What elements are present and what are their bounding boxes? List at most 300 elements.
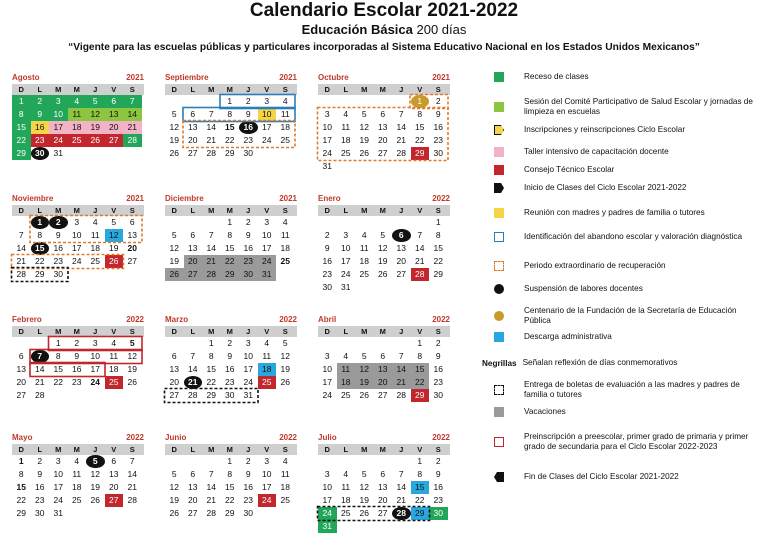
day-cell: 7: [208, 109, 214, 119]
month-year: 2022: [126, 433, 144, 442]
day-cell: 21: [127, 482, 137, 492]
day-cell: 22: [433, 256, 443, 266]
day-cell: 9: [435, 469, 441, 479]
weekday-label: D: [18, 327, 24, 336]
day-cell: 17: [262, 243, 272, 253]
day-cell: 8: [227, 469, 233, 479]
day-cell: 16: [225, 364, 235, 374]
day-cell: 25: [280, 495, 290, 505]
weekday-label: V: [417, 206, 423, 215]
day-cell: 25: [359, 269, 369, 279]
day-cell: 14: [206, 243, 216, 253]
empty-cell: [355, 216, 374, 229]
day-cell: 30: [433, 148, 443, 158]
legend-item: [482, 232, 764, 242]
day-cell: 10: [72, 230, 82, 240]
day-cell: 20: [127, 243, 137, 253]
weekday-label: M: [73, 85, 80, 94]
day-cell: 29: [433, 269, 443, 279]
legend-item: [482, 165, 764, 175]
day-cell: 8: [417, 469, 423, 479]
month-name: Diciembre: [165, 194, 204, 203]
day-cell: 13: [127, 230, 137, 240]
empty-cell: [202, 216, 221, 229]
weekday-label: L: [343, 206, 349, 215]
day-cell: 4: [361, 230, 367, 240]
weekday-label: D: [324, 445, 330, 454]
month-noviembre: [12, 193, 144, 281]
day-grid: [318, 216, 450, 294]
month-header: [318, 193, 450, 205]
empty-cell: [392, 337, 411, 350]
day-cell: 3: [324, 109, 330, 119]
empty-cell: [355, 95, 374, 108]
weekday-label: D: [324, 85, 330, 94]
day-cell: 26: [165, 268, 184, 281]
month-diciembre: [165, 193, 297, 281]
month-mayo: [12, 432, 144, 520]
empty-cell: [165, 455, 184, 468]
weekday-label: L: [190, 206, 196, 215]
day-grid: [318, 95, 450, 173]
day-cell: 5: [129, 338, 135, 348]
weekday-label: M: [73, 327, 80, 336]
month-year: 2022: [279, 315, 297, 324]
weekday-label: M: [73, 206, 80, 215]
day-cell: 4: [282, 217, 288, 227]
day-cell: 14: [206, 122, 216, 132]
day-cell: 15: [31, 242, 50, 255]
legend-swatch-icon: [494, 311, 504, 321]
empty-cell: [337, 216, 356, 229]
legend-label: Vacaciones: [524, 407, 566, 416]
day-cell: 25: [341, 508, 351, 518]
day-cell: 16: [35, 482, 45, 492]
day-cell: 30: [239, 268, 258, 281]
weekday-label: S: [129, 327, 135, 336]
day-cell: 15: [12, 121, 31, 134]
day-cell: 2: [435, 96, 441, 106]
validity-note: “Vigente para las escuelas públicas y particulares incorporadas al Sistema Educativo Nacional en los Estados Unidos Mexicanos”: [68, 42, 700, 53]
day-cell: 12: [359, 122, 369, 132]
day-cell: 28: [396, 148, 406, 158]
day-cell: 2: [435, 456, 441, 466]
day-cell: 21: [396, 135, 406, 145]
day-cell: 29: [411, 389, 430, 402]
day-cell: 14: [16, 243, 26, 253]
legend-item: [482, 432, 764, 452]
day-cell: 1: [227, 456, 233, 466]
legend-swatch-icon: [494, 147, 504, 157]
day-cell: 3: [74, 217, 80, 227]
legend-item: [482, 183, 764, 193]
day-cell: 1: [208, 338, 214, 348]
day-cell: 25: [280, 256, 290, 266]
weekday-label: J: [399, 206, 404, 215]
day-cell: 12: [169, 243, 179, 253]
day-cell: 22: [225, 135, 235, 145]
weekday-label: J: [399, 327, 404, 336]
day-cell: 3: [343, 230, 349, 240]
day-cell: 26: [90, 495, 100, 505]
empty-cell: [392, 216, 411, 229]
weekday-label: M: [379, 206, 386, 215]
day-cell: 7: [398, 469, 404, 479]
weekday-header: [12, 444, 144, 455]
day-grid: [318, 337, 450, 402]
day-cell: 30: [243, 508, 253, 518]
day-cell: 29: [411, 507, 430, 520]
legend-item: [482, 125, 764, 135]
weekday-header: [318, 84, 450, 95]
day-cell: 10: [258, 108, 277, 121]
day-cell: 20: [184, 255, 203, 268]
legend-item: [482, 97, 764, 117]
weekday-label: M: [361, 206, 368, 215]
day-cell: 24: [262, 135, 272, 145]
day-cell: 2: [245, 217, 251, 227]
legend-item: [482, 261, 764, 271]
month-header: [12, 193, 144, 205]
empty-cell: [318, 455, 337, 468]
day-cell: 28: [35, 390, 45, 400]
day-cell: 18: [280, 243, 290, 253]
day-cell: 5: [282, 338, 288, 348]
day-grid: [165, 337, 297, 402]
weekday-label: D: [171, 445, 177, 454]
weekday-label: J: [246, 327, 251, 336]
day-cell: 10: [53, 469, 63, 479]
day-cell: 13: [188, 243, 198, 253]
day-cell: 16: [72, 364, 82, 374]
weekday-label: J: [399, 85, 404, 94]
weekday-label: J: [93, 327, 98, 336]
page-title: Calendario Escolar 2021-2022: [249, 0, 519, 21]
day-cell: 25: [258, 376, 277, 389]
day-cell: 14: [35, 364, 45, 374]
weekday-label: M: [208, 85, 215, 94]
day-cell: 15: [411, 481, 430, 494]
day-cell: 20: [109, 482, 119, 492]
weekday-label: M: [361, 85, 368, 94]
weekday-label: M: [55, 206, 62, 215]
day-cell: 21: [202, 255, 221, 268]
day-cell: 26: [127, 377, 137, 387]
empty-cell: [31, 337, 50, 350]
weekday-label: M: [73, 445, 80, 454]
month-name: Mayo: [12, 433, 33, 442]
legend-label: Consejo Técnico Escolar: [524, 165, 615, 174]
day-cell: 24: [72, 256, 82, 266]
day-cell: 19: [86, 121, 105, 134]
day-cell: 5: [86, 95, 105, 108]
day-cell: 17: [322, 135, 332, 145]
day-cell: 21: [206, 495, 216, 505]
day-cell: 7: [417, 230, 423, 240]
day-cell: 3: [324, 469, 330, 479]
day-cell: 21: [415, 256, 425, 266]
day-cell: 20: [378, 135, 388, 145]
day-cell: 10: [322, 364, 332, 374]
day-cell: 5: [361, 109, 367, 119]
day-cell: 31: [53, 148, 63, 158]
day-cell: 9: [435, 351, 441, 361]
day-cell: 28: [206, 508, 216, 518]
weekday-label: V: [264, 445, 270, 454]
empty-cell: [202, 455, 221, 468]
day-cell: 21: [184, 376, 203, 389]
day-cell: 12: [127, 351, 137, 361]
day-cell: 23: [433, 495, 443, 505]
day-cell: 8: [227, 109, 233, 119]
legend-item: [482, 306, 764, 326]
legend-label: Identificación del abandono escolar y valoración diagnóstica: [524, 232, 743, 241]
day-cell: 24: [341, 269, 351, 279]
day-cell: 13: [169, 364, 179, 374]
day-cell: 18: [68, 121, 87, 134]
day-cell: 6: [190, 469, 196, 479]
weekday-label: J: [246, 206, 251, 215]
day-cell: 4: [343, 351, 349, 361]
legend-item: [482, 72, 764, 82]
day-cell: 16: [31, 121, 50, 134]
legend-item: [482, 147, 764, 157]
legend-label: Receso de clases: [524, 72, 589, 81]
day-cell: 21: [35, 377, 45, 387]
day-cell: 15: [411, 363, 430, 376]
day-cell: 30: [53, 269, 63, 279]
day-cell: 6: [380, 109, 386, 119]
day-cell: 20: [378, 495, 388, 505]
day-cell: 20: [188, 495, 198, 505]
day-cell: 8: [208, 351, 214, 361]
month-febrero: [12, 314, 144, 402]
day-cell: 3: [245, 338, 251, 348]
weekday-label: S: [129, 206, 135, 215]
day-cell: 10: [262, 469, 272, 479]
day-cell: 19: [109, 243, 119, 253]
day-cell: 13: [396, 243, 406, 253]
weekday-label: J: [399, 445, 404, 454]
day-cell: 18: [341, 135, 351, 145]
day-cell: 27: [378, 390, 388, 400]
day-cell: 14: [206, 482, 216, 492]
day-cell: 14: [127, 469, 137, 479]
day-cell: 14: [415, 243, 425, 253]
day-cell: 30: [35, 508, 45, 518]
day-cell: 8: [435, 230, 441, 240]
weekday-header: [318, 326, 450, 337]
weekday-label: S: [282, 206, 288, 215]
day-cell: 18: [72, 482, 82, 492]
day-cell: 25: [341, 148, 351, 158]
day-cell: 19: [378, 256, 388, 266]
day-cell: 6: [380, 469, 386, 479]
day-cell: 31: [53, 508, 63, 518]
weekday-label: L: [37, 327, 43, 336]
empty-cell: [392, 95, 411, 108]
day-cell: 10: [262, 230, 272, 240]
weekday-label: L: [343, 445, 349, 454]
day-cell: 2: [31, 95, 50, 108]
subtitle-days: 200 días: [412, 22, 467, 37]
legend-item: [482, 380, 764, 400]
day-cell: 2: [245, 456, 251, 466]
day-cell: 14: [396, 482, 406, 492]
day-cell: 18: [280, 122, 290, 132]
day-cell: 4: [111, 338, 117, 348]
day-cell: 12: [169, 482, 179, 492]
legend-item: [482, 208, 764, 218]
day-cell: 22: [415, 135, 425, 145]
day-cell: 29: [35, 269, 45, 279]
empty-cell: [318, 337, 337, 350]
day-cell: 7: [190, 351, 196, 361]
day-cell: 19: [169, 495, 179, 505]
day-cell: 30: [322, 282, 332, 292]
day-cell: 11: [280, 230, 290, 240]
day-cell: 24: [322, 390, 332, 400]
day-cell: 10: [90, 351, 100, 361]
weekday-header: [12, 326, 144, 337]
page-subtitle: [0, 22, 768, 38]
day-cell: 16: [243, 243, 253, 253]
day-cell: 20: [374, 376, 393, 389]
day-cell: 9: [435, 109, 441, 119]
day-cell: 17: [90, 364, 100, 374]
day-cell: 3: [49, 95, 68, 108]
day-cell: 25: [341, 390, 351, 400]
month-name: Enero: [318, 194, 341, 203]
day-cell: 1: [227, 96, 233, 106]
legend-label: Periodo extraordinario de recuperación: [524, 261, 666, 270]
weekday-label: V: [111, 445, 117, 454]
legend-label: Señalan reflexión de días conmemorativos: [522, 358, 678, 367]
day-cell: 3: [324, 351, 330, 361]
day-cell: 11: [337, 363, 356, 376]
empty-cell: [355, 455, 374, 468]
month-year: 2021: [432, 73, 450, 82]
legend-item: [482, 358, 764, 368]
month-year: 2021: [126, 73, 144, 82]
weekday-header: [12, 205, 144, 216]
month-enero: [318, 193, 450, 294]
day-cell: 17: [262, 122, 272, 132]
day-cell: 29: [225, 148, 235, 158]
legend-swatch-icon: [494, 437, 504, 447]
day-cell: 20: [169, 377, 179, 387]
day-cell: 22: [415, 495, 425, 505]
day-cell: 31: [322, 161, 332, 171]
day-cell: 28: [127, 495, 137, 505]
month-year: 2022: [279, 433, 297, 442]
day-cell: 22: [206, 377, 216, 387]
day-cell: 18: [341, 495, 351, 505]
month-header: [12, 72, 144, 84]
month-abril: [318, 314, 450, 402]
weekday-label: M: [208, 206, 215, 215]
day-cell: 8: [417, 351, 423, 361]
day-cell: 13: [378, 482, 388, 492]
day-cell: 22: [53, 377, 63, 387]
day-cell: 9: [74, 351, 80, 361]
day-cell: 11: [262, 351, 272, 361]
day-cell: 8: [227, 230, 233, 240]
weekday-label: V: [111, 206, 117, 215]
month-year: 2021: [126, 194, 144, 203]
day-cell: 6: [392, 229, 411, 242]
day-cell: 2: [324, 230, 330, 240]
weekday-label: L: [37, 85, 43, 94]
day-cell: 21: [123, 121, 142, 134]
legend-label: Inscripciones y reinscripciones Ciclo Escolar: [524, 125, 686, 134]
weekday-header: [165, 205, 297, 216]
day-cell: 11: [280, 109, 290, 119]
day-cell: 27: [188, 148, 198, 158]
day-cell: 25: [68, 134, 87, 147]
day-cell: 19: [127, 364, 137, 374]
weekday-label: M: [379, 327, 386, 336]
empty-cell: [318, 216, 337, 229]
month-octubre: [318, 72, 450, 173]
day-cell: 22: [221, 255, 240, 268]
day-cell: 19: [169, 135, 179, 145]
weekday-label: M: [226, 327, 233, 336]
empty-cell: [165, 337, 184, 350]
weekday-header: [165, 84, 297, 95]
day-cell: 12: [355, 363, 374, 376]
day-cell: 14: [396, 122, 406, 132]
empty-cell: [184, 95, 203, 108]
day-cell: 11: [90, 230, 100, 240]
day-cell: 13: [188, 482, 198, 492]
month-name: Octubre: [318, 73, 349, 82]
month-header: [318, 314, 450, 326]
day-cell: 22: [16, 495, 26, 505]
day-cell: 18: [90, 243, 100, 253]
day-cell: 18: [109, 364, 119, 374]
weekday-label: V: [417, 445, 423, 454]
day-cell: 2: [227, 338, 233, 348]
day-cell: 29: [225, 508, 235, 518]
day-cell: 3: [92, 338, 98, 348]
month-name: Abril: [318, 315, 337, 324]
day-cell: 28: [411, 268, 430, 281]
empty-cell: [355, 337, 374, 350]
day-cell: 4: [343, 469, 349, 479]
day-cell: 1: [227, 217, 233, 227]
day-cell: 16: [239, 121, 258, 134]
weekday-label: D: [171, 327, 177, 336]
day-cell: 23: [243, 135, 253, 145]
day-cell: 3: [55, 456, 61, 466]
day-cell: 15: [53, 364, 63, 374]
day-cell: 18: [258, 363, 277, 376]
day-cell: 26: [359, 148, 369, 158]
day-cell: 8: [417, 109, 423, 119]
month-year: 2021: [279, 194, 297, 203]
empty-cell: [374, 216, 393, 229]
day-cell: 8: [37, 230, 43, 240]
day-cell: 27: [127, 256, 137, 266]
day-cell: 16: [53, 243, 63, 253]
legend-swatch-icon: [494, 332, 504, 342]
day-cell: 16: [433, 364, 443, 374]
day-cell: 5: [171, 109, 177, 119]
day-cell: 17: [243, 364, 253, 374]
day-cell: 1: [31, 216, 50, 229]
day-cell: 11: [280, 469, 290, 479]
